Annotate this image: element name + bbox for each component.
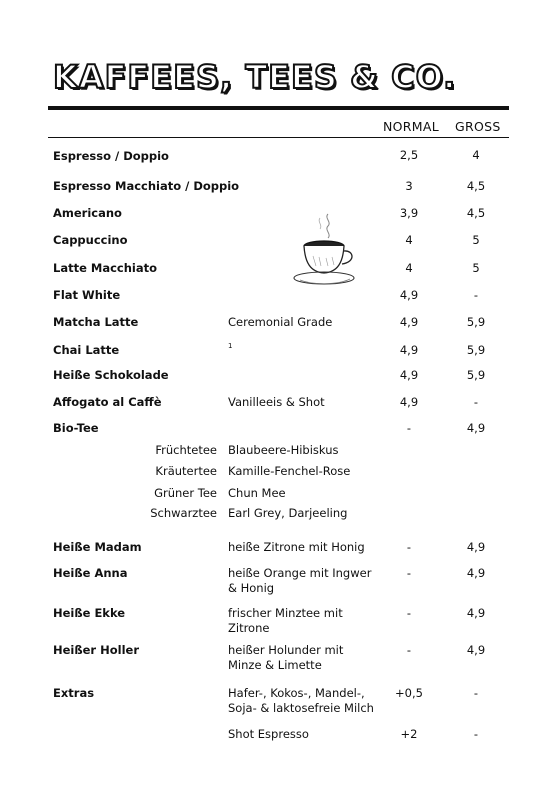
footnote-marker: 1 (228, 342, 233, 350)
price-normal: 4,9 (399, 395, 419, 409)
price-normal: - (406, 540, 412, 554)
item-description: heiße Zitrone mit Honig (228, 540, 365, 554)
price-gross: 4,9 (466, 606, 486, 620)
price-normal: 3 (405, 179, 413, 193)
header-rule (48, 137, 509, 138)
item-name: Bio-Tee (53, 421, 99, 435)
tea-description: Chun Mee (228, 486, 286, 500)
column-header-normal: NORMAL (383, 119, 439, 134)
item-description: Ceremonial Grade (228, 315, 333, 329)
tea-type: Grüner Tee (154, 486, 217, 500)
price-normal: 3,9 (399, 206, 419, 220)
item-name: Matcha Latte (53, 315, 139, 329)
menu-title: KAFFEES, TEES & CO. (53, 58, 457, 96)
item-name: Flat White (53, 288, 121, 302)
item-name: Latte Macchiato (53, 261, 158, 275)
tea-type: Kräutertee (155, 464, 217, 478)
price-normal: 2,5 (399, 148, 419, 162)
item-name: Extras (53, 686, 95, 700)
item-name: Espresso Macchiato / Doppio (53, 179, 240, 193)
item-name: Chai Latte (53, 343, 120, 357)
title-rule (48, 106, 509, 110)
tea-description: Kamille-Fenchel-Rose (228, 464, 351, 478)
price-normal: - (406, 643, 412, 657)
price-gross: 4,9 (466, 566, 486, 580)
price-normal: +0,5 (395, 686, 423, 700)
tea-type: Schwarztee (150, 506, 217, 520)
item-name: Heiße Schokolade (53, 368, 169, 382)
item-description: heißer Holunder mit Minze & Limette (228, 643, 344, 672)
price-normal: 4,9 (399, 288, 419, 302)
item-name: Americano (53, 206, 122, 220)
item-description: heiße Orange mit Ingwer & Honig (228, 566, 372, 595)
item-description: frischer Minztee mit Zitrone (228, 606, 343, 635)
price-normal: 4,9 (399, 368, 419, 382)
tea-type: Früchtetee (155, 443, 217, 457)
price-normal: - (406, 421, 412, 435)
price-normal: 4 (405, 233, 413, 247)
price-normal: 4,9 (399, 315, 419, 329)
item-name: Espresso / Doppio (53, 149, 169, 163)
price-gross: 4,9 (466, 643, 486, 657)
price-gross: 5,9 (466, 343, 486, 357)
item-name: Heiße Anna (53, 566, 128, 580)
price-gross: 4,9 (466, 421, 486, 435)
price-normal: +2 (400, 727, 418, 741)
price-normal: - (406, 606, 412, 620)
price-gross: 5,9 (466, 315, 486, 329)
price-gross: 5 (472, 261, 480, 275)
price-gross: - (473, 288, 479, 302)
item-description: Vanilleeis & Shot (228, 395, 325, 409)
price-gross: - (473, 686, 479, 700)
item-description: Shot Espresso (228, 727, 309, 741)
price-normal: 4,9 (399, 343, 419, 357)
price-normal: - (406, 566, 412, 580)
price-gross: 5,9 (466, 368, 486, 382)
item-description: Hafer-, Kokos-, Mandel-, Soja- & laktosefreie Milch (228, 686, 374, 715)
item-name: Affogato al Caffè (53, 395, 162, 409)
price-gross: 4,5 (466, 206, 486, 220)
column-header-gross: GROSS (455, 119, 501, 134)
price-gross: - (473, 727, 479, 741)
tea-description: Blaubeere-Hibiskus (228, 443, 339, 457)
coffee-cup-sketch-icon (288, 208, 360, 288)
item-name: Cappuccino (53, 233, 128, 247)
price-gross: - (473, 395, 479, 409)
price-gross: 5 (472, 233, 480, 247)
item-name: Heißer Holler (53, 643, 139, 657)
tea-description: Earl Grey, Darjeeling (228, 506, 348, 520)
item-name: Heiße Madam (53, 540, 142, 554)
price-gross: 4,9 (466, 540, 486, 554)
price-normal: 4 (405, 261, 413, 275)
price-gross: 4,5 (466, 179, 486, 193)
item-name: Heiße Ekke (53, 606, 126, 620)
price-gross: 4 (472, 148, 480, 162)
